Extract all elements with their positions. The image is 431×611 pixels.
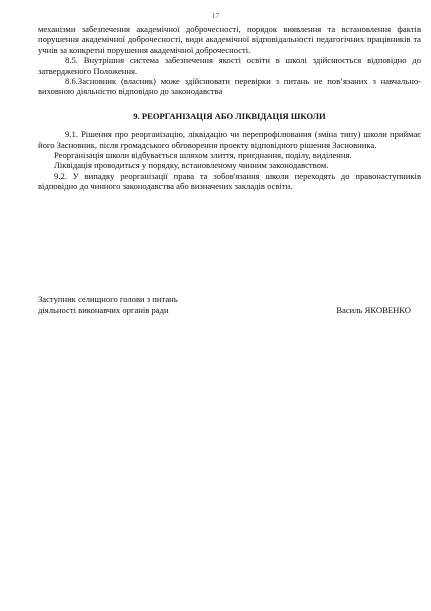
paragraph-liquidation: Ліквідація проводиться у порядку, встановленому чинним законодавством. (54, 160, 329, 171)
signatory-position-line1: Заступник селищного голови з питань (38, 294, 178, 304)
document-body (38, 24, 421, 192)
section-title: 9. РЕОРГАНІЗАЦІЯ АБО ЛІКВІДАЦІЯ ШКОЛИ (133, 110, 326, 121)
signatory-position (38, 294, 178, 315)
signature-block (38, 294, 421, 315)
paragraph-8-6: 8.6.Засновник (власник) може здійснювати перевірки з питань не пов’язаних з навчально-виховною діяльністю відповідно до законодавства (38, 76, 421, 97)
paragraph-9-2: 9.2. У випадку реорганізації права та зобов'язання школи переходять до правонаступників відповідно до чинного законодавства або визначених закладів освіти. (38, 170, 421, 192)
paragraph-9-1: 9.1. Рішення про реорганізацію, ліквідацію чи перепрофілювання (зміна типу) школи приймає його Засновник, після громадського обговорення проекту відповідного рішення Засновника. (38, 129, 421, 150)
paragraph-reorganization: Реорганізація школи відбувається шляхом злиття, приєднання, поділу, виділення. (54, 150, 352, 161)
signatory-name: Василь ЯКОВЕНКО (336, 304, 411, 315)
paragraph-academic-integrity: механізми забезпечення академічної доброчесності, порядок виявлення та встановлення фактів порушення академічної доброчесності, види академічної відповідальності педагогічних працівників та учнів за конкретні порушення академічної доброчесності. (38, 24, 421, 55)
signatory-position-line2: діяльності виконавчих органів ради (38, 304, 169, 315)
paragraph-8-5: 8.5. Внутрішня система забезпечення якості освіти в школі здійснюється відповідно до затвердженого Положення. (38, 55, 421, 76)
page-number: 17 (211, 11, 220, 20)
